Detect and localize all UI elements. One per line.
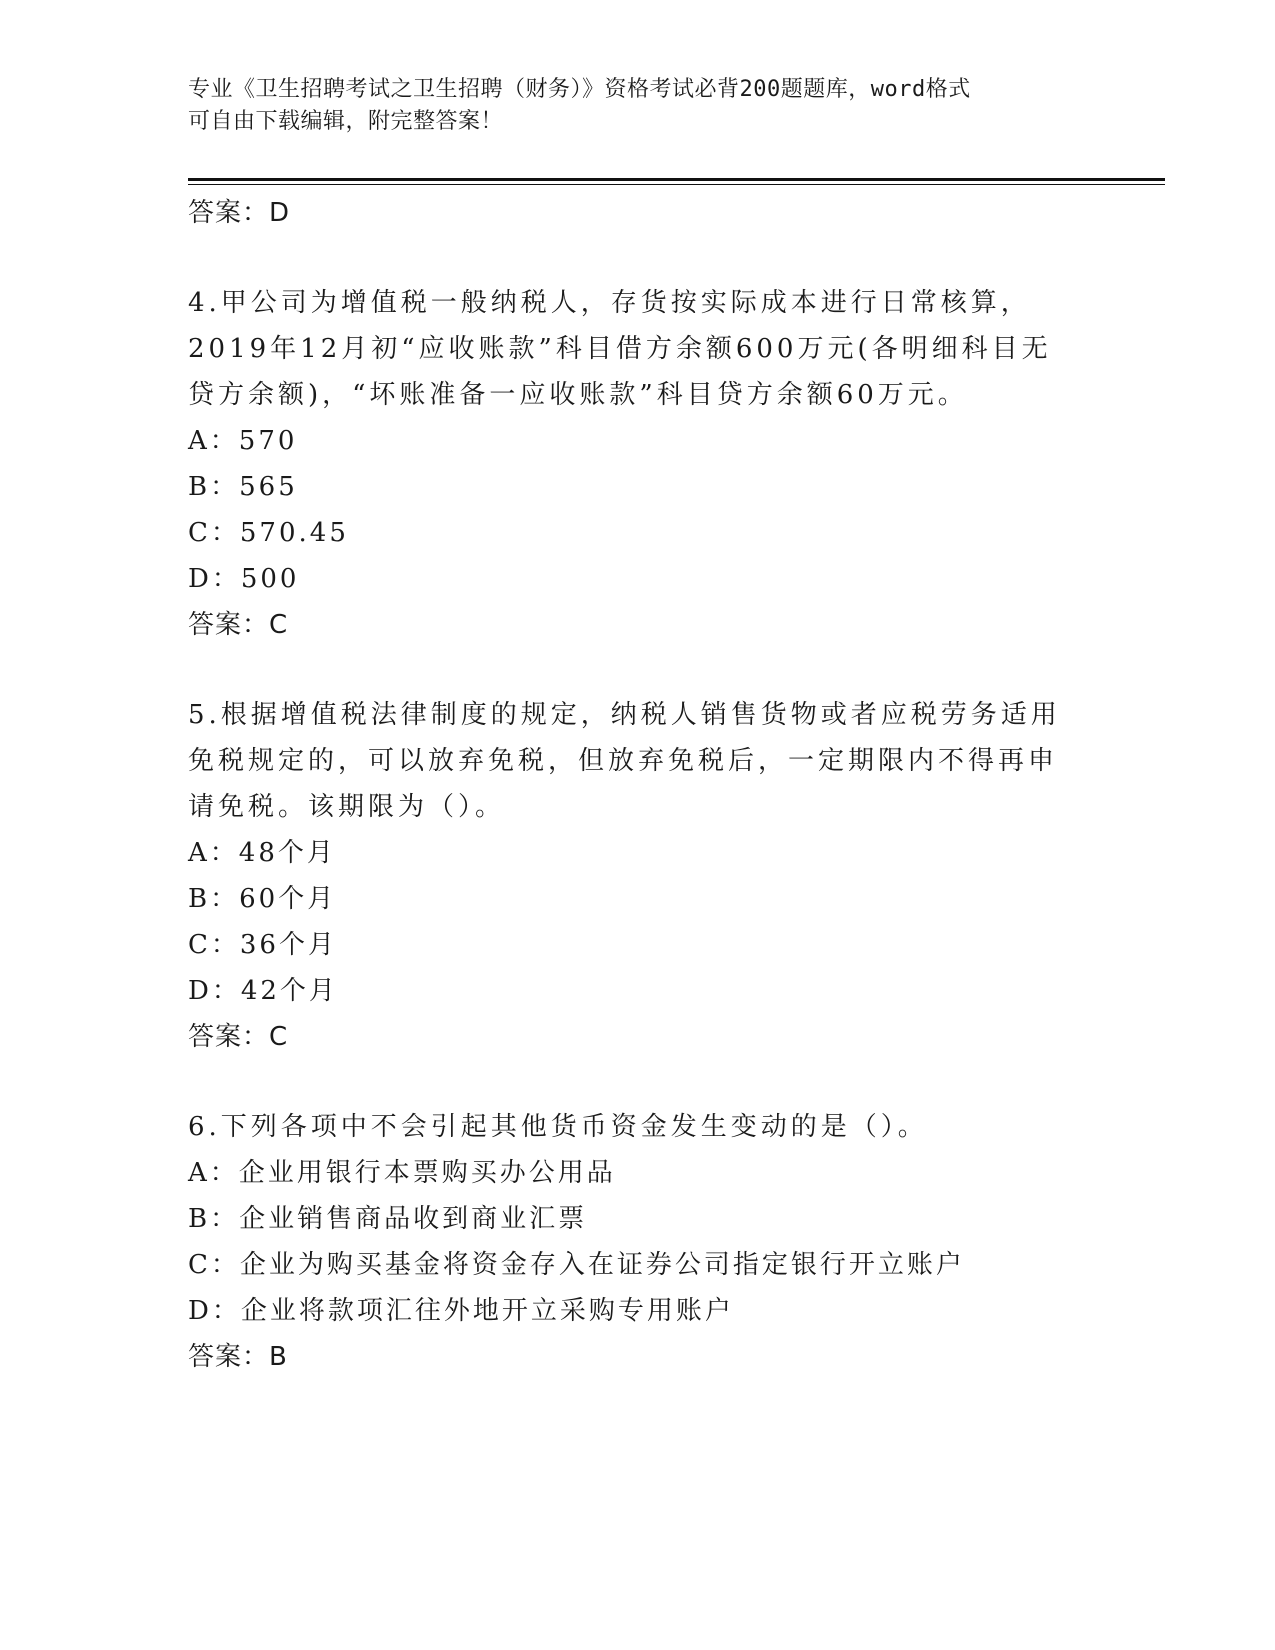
option-b: B：565 [188, 472, 298, 502]
header-line-2: 可自由下载编辑，附完整答案！ [188, 109, 504, 134]
document-header [188, 74, 1068, 138]
option-a: A：企业用银行本票购买办公用品 [188, 1158, 616, 1188]
option-d: D：企业将款项汇往外地开立采购专用账户 [188, 1296, 734, 1326]
header-rule-thin [188, 184, 1165, 185]
question-text: 6.下列各项中不会引起其他货币资金发生变动的是（）。 [188, 1112, 928, 1142]
option-b: B：企业销售商品收到商业汇票 [188, 1204, 588, 1234]
option-b: B：60个月 [188, 884, 337, 914]
answer-line: 答案：C [188, 610, 289, 640]
question-block-4 [188, 280, 1068, 648]
option-d: D：42个月 [188, 976, 338, 1006]
header-rule-thick [188, 178, 1165, 181]
question-block-6 [188, 1104, 1068, 1380]
option-c: C：企业为购买基金将资金存入在证券公司指定银行开立账户 [188, 1250, 965, 1280]
question-text: 4.甲公司为增值税一般纳税人，存货按实际成本进行日常核算，2019年12月初“应收账款”科目借方余额600万元(各明细科目无贷方余额)，“坏账准备一应收账款”科目贷方余额60万元。 [188, 288, 1052, 410]
previous-answer: 答案：D [188, 198, 291, 228]
question-block-5 [188, 692, 1068, 1060]
option-a: A：48个月 [188, 838, 336, 868]
option-c: C：36个月 [188, 930, 337, 960]
option-a: A：570 [188, 426, 298, 456]
option-c: C：570.45 [188, 518, 349, 548]
header-line-1: 专业《卫生招聘考试之卫生招聘（财务）》资格考试必背200题题库，word格式 [188, 77, 971, 102]
document-body [188, 190, 1068, 1380]
option-d: D：500 [188, 564, 300, 594]
answer-line: 答案：B [188, 1342, 288, 1372]
question-text: 5.根据增值税法律制度的规定，纳税人销售货物或者应税劳务适用免税规定的，可以放弃免税，但放弃免税后，一定期限内不得再申请免税。该期限为（）。 [188, 700, 1061, 822]
answer-line: 答案：C [188, 1022, 289, 1052]
